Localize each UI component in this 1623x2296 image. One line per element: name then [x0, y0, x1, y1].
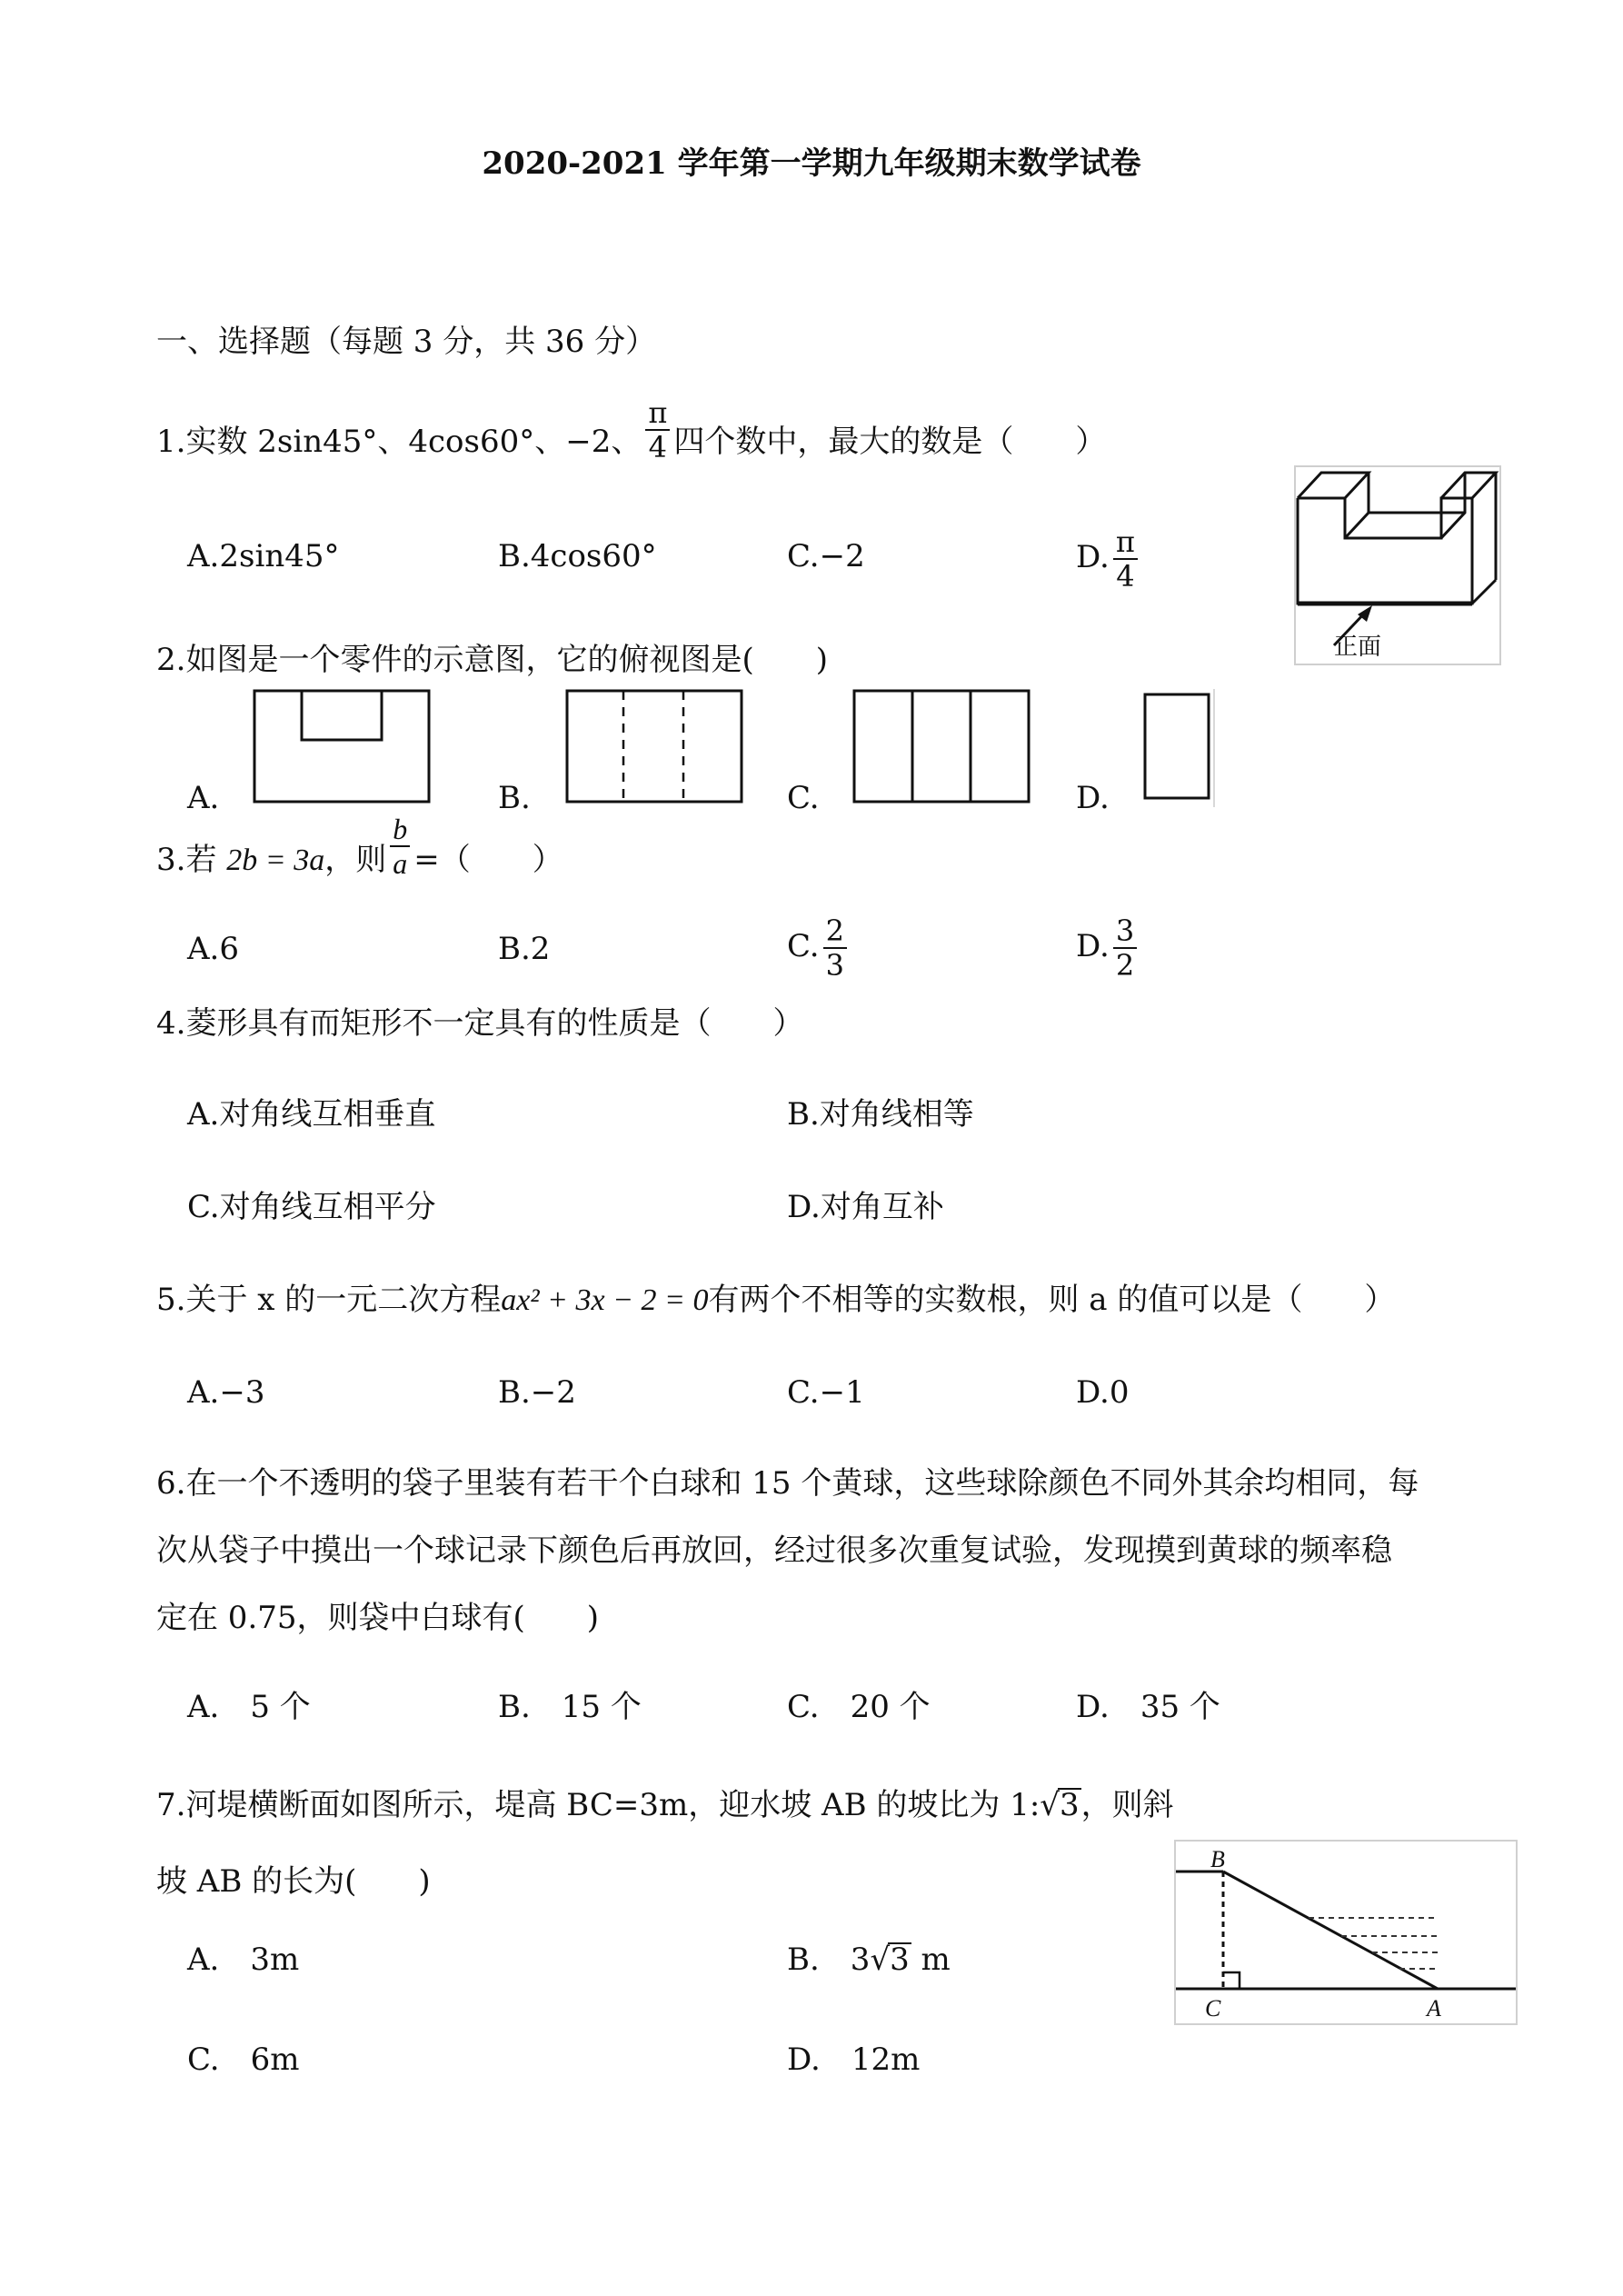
- q3-d-num: 3: [1113, 914, 1137, 949]
- q1-fraction: [645, 396, 670, 464]
- question-6-line-3: 定在 0.75，则袋中白球有( ): [156, 1600, 600, 1636]
- q4-option-d: D.对角互补: [787, 1189, 944, 1225]
- question-2: 2.如图是一个零件的示意图，它的俯视图是( ): [156, 642, 828, 678]
- q7-option-d: D. 12m: [787, 2041, 921, 2078]
- q3-text-post: =（ ）: [413, 842, 563, 878]
- q5-equation: ax² + 3x − 2 = 0: [501, 1283, 709, 1317]
- question-3: [156, 813, 563, 880]
- q2-option-b: B.: [498, 780, 531, 816]
- q1-d-num: π: [1113, 525, 1138, 560]
- q1-option-c: C.−2: [787, 538, 865, 574]
- q3-option-d-fraction: [1113, 914, 1137, 982]
- q2-option-c: C.: [787, 780, 820, 816]
- section-heading: 一、选择题（每题 3 分，共 36 分）: [156, 324, 657, 360]
- q5-text-pre: 5.关于 x 的一元二次方程: [156, 1282, 502, 1318]
- question-4: 4.菱形具有而矩形不一定具有的性质是（ ）: [156, 1005, 804, 1042]
- q2-figure-c: [852, 689, 1034, 807]
- q3-option-c-fraction: [823, 914, 847, 982]
- q2-figure-b: [565, 689, 747, 807]
- q6-option-c: C. 20 个: [787, 1689, 931, 1725]
- point-b-label: B: [1210, 1846, 1225, 1872]
- q3-d-den: 2: [1115, 948, 1135, 983]
- q3-option-d-label: D.: [1076, 928, 1110, 964]
- q1-option-b: B.4cos60°: [498, 538, 657, 574]
- q7-text-post: ，则斜: [1080, 1787, 1174, 1823]
- q7-option-b-unit: m: [911, 1942, 951, 1978]
- q1-frac-num: π: [645, 396, 670, 431]
- q1-text-pre: 1.实数 2sin45°、4cos60°、−2、: [156, 424, 642, 460]
- q3-text-pre: 3.若: [156, 842, 217, 878]
- q5-option-a: A.−3: [187, 1374, 265, 1411]
- q1-option-d-fraction: [1113, 525, 1138, 593]
- question-5: [156, 1282, 1395, 1319]
- q5-text-post: 有两个不相等的实数根，则 a 的值可以是（ ）: [708, 1282, 1396, 1318]
- q7-option-b-pre: B. 3: [787, 1942, 871, 1978]
- q1-text-post: 四个数中，最大的数是（ ）: [673, 424, 1107, 460]
- q2-option-a: A.: [187, 780, 220, 816]
- q3-equation: 2b = 3a: [226, 844, 325, 877]
- question-6-line-2: 次从袋子中摸出一个球记录下颜色后再放回，经过很多次重复试验，发现摸到黄球的频率稳: [156, 1532, 1392, 1569]
- q2-option-d: D.: [1076, 780, 1110, 816]
- page-title: 2020-2021 学年第一学期九年级期末数学试卷: [482, 145, 1141, 182]
- q5-option-c: C.−1: [787, 1374, 865, 1411]
- q6-option-d: D. 35 个: [1076, 1689, 1220, 1725]
- q3-frac-num: b: [390, 813, 410, 847]
- q1-d-den: 4: [1116, 559, 1135, 594]
- q1-frac-den: 4: [648, 430, 668, 464]
- question-6-line-1: 6.在一个不透明的袋子里装有若干个白球和 15 个黄球，这些球除颜色不同外其余均相同，每: [156, 1465, 1419, 1502]
- q7-text-pre: 7.河堤横断面如图所示，堤高 BC=3m，迎水坡 AB 的坡比为 1:: [156, 1787, 1041, 1823]
- q1-option-d-label: D.: [1076, 539, 1110, 575]
- q3-option-c: [787, 914, 851, 982]
- question-7-line-2: 坡 AB 的长为( ): [156, 1863, 431, 1900]
- q3-c-den: 3: [825, 948, 844, 983]
- q7-option-b-sqrt: 3: [890, 1942, 910, 1978]
- q2-figure-a: [253, 689, 434, 807]
- q7-option-c: C. 6m: [187, 2041, 300, 2078]
- q5-option-d: D.0: [1076, 1374, 1130, 1411]
- q4-option-a: A.对角线互相垂直: [187, 1096, 436, 1133]
- q6-option-a: A. 5 个: [187, 1689, 311, 1725]
- q7-option-b: B. 3√3 m: [787, 1942, 951, 1978]
- q3-text-mid: ，则: [324, 842, 387, 878]
- q3-frac-den: a: [393, 847, 408, 880]
- q1-option-a: A.2sin45°: [187, 538, 340, 574]
- question-7-line-1: 7.河堤横断面如图所示，堤高 BC=3m，迎水坡 AB 的坡比为 1:√3，则斜: [156, 1787, 1174, 1823]
- q4-option-c: C.对角线互相平分: [187, 1189, 436, 1225]
- q3-option-b: B.2: [498, 931, 551, 967]
- q5-option-b: B.−2: [498, 1374, 576, 1411]
- q3-option-d: [1076, 914, 1140, 982]
- q3-c-num: 2: [823, 914, 847, 949]
- q3-option-a: A.6: [187, 931, 239, 967]
- part-3d-figure: [1294, 465, 1512, 684]
- q1-option-d: [1076, 525, 1141, 593]
- q4-option-b: B.对角线相等: [787, 1096, 974, 1133]
- point-c-label: C: [1205, 1995, 1221, 2021]
- q2-figure-d: [1140, 689, 1221, 807]
- question-1: [156, 395, 1107, 464]
- embankment-figure: [1174, 1840, 1519, 2031]
- q7-option-a: A. 3m: [187, 1942, 300, 1978]
- point-a-label: A: [1427, 1995, 1441, 2021]
- q7-sqrt-value: 3: [1059, 1787, 1080, 1823]
- q3-fraction: [390, 813, 410, 880]
- q3-option-c-label: C.: [787, 928, 820, 964]
- q6-option-b: B. 15 个: [498, 1689, 642, 1725]
- front-label: 正面: [1334, 634, 1382, 661]
